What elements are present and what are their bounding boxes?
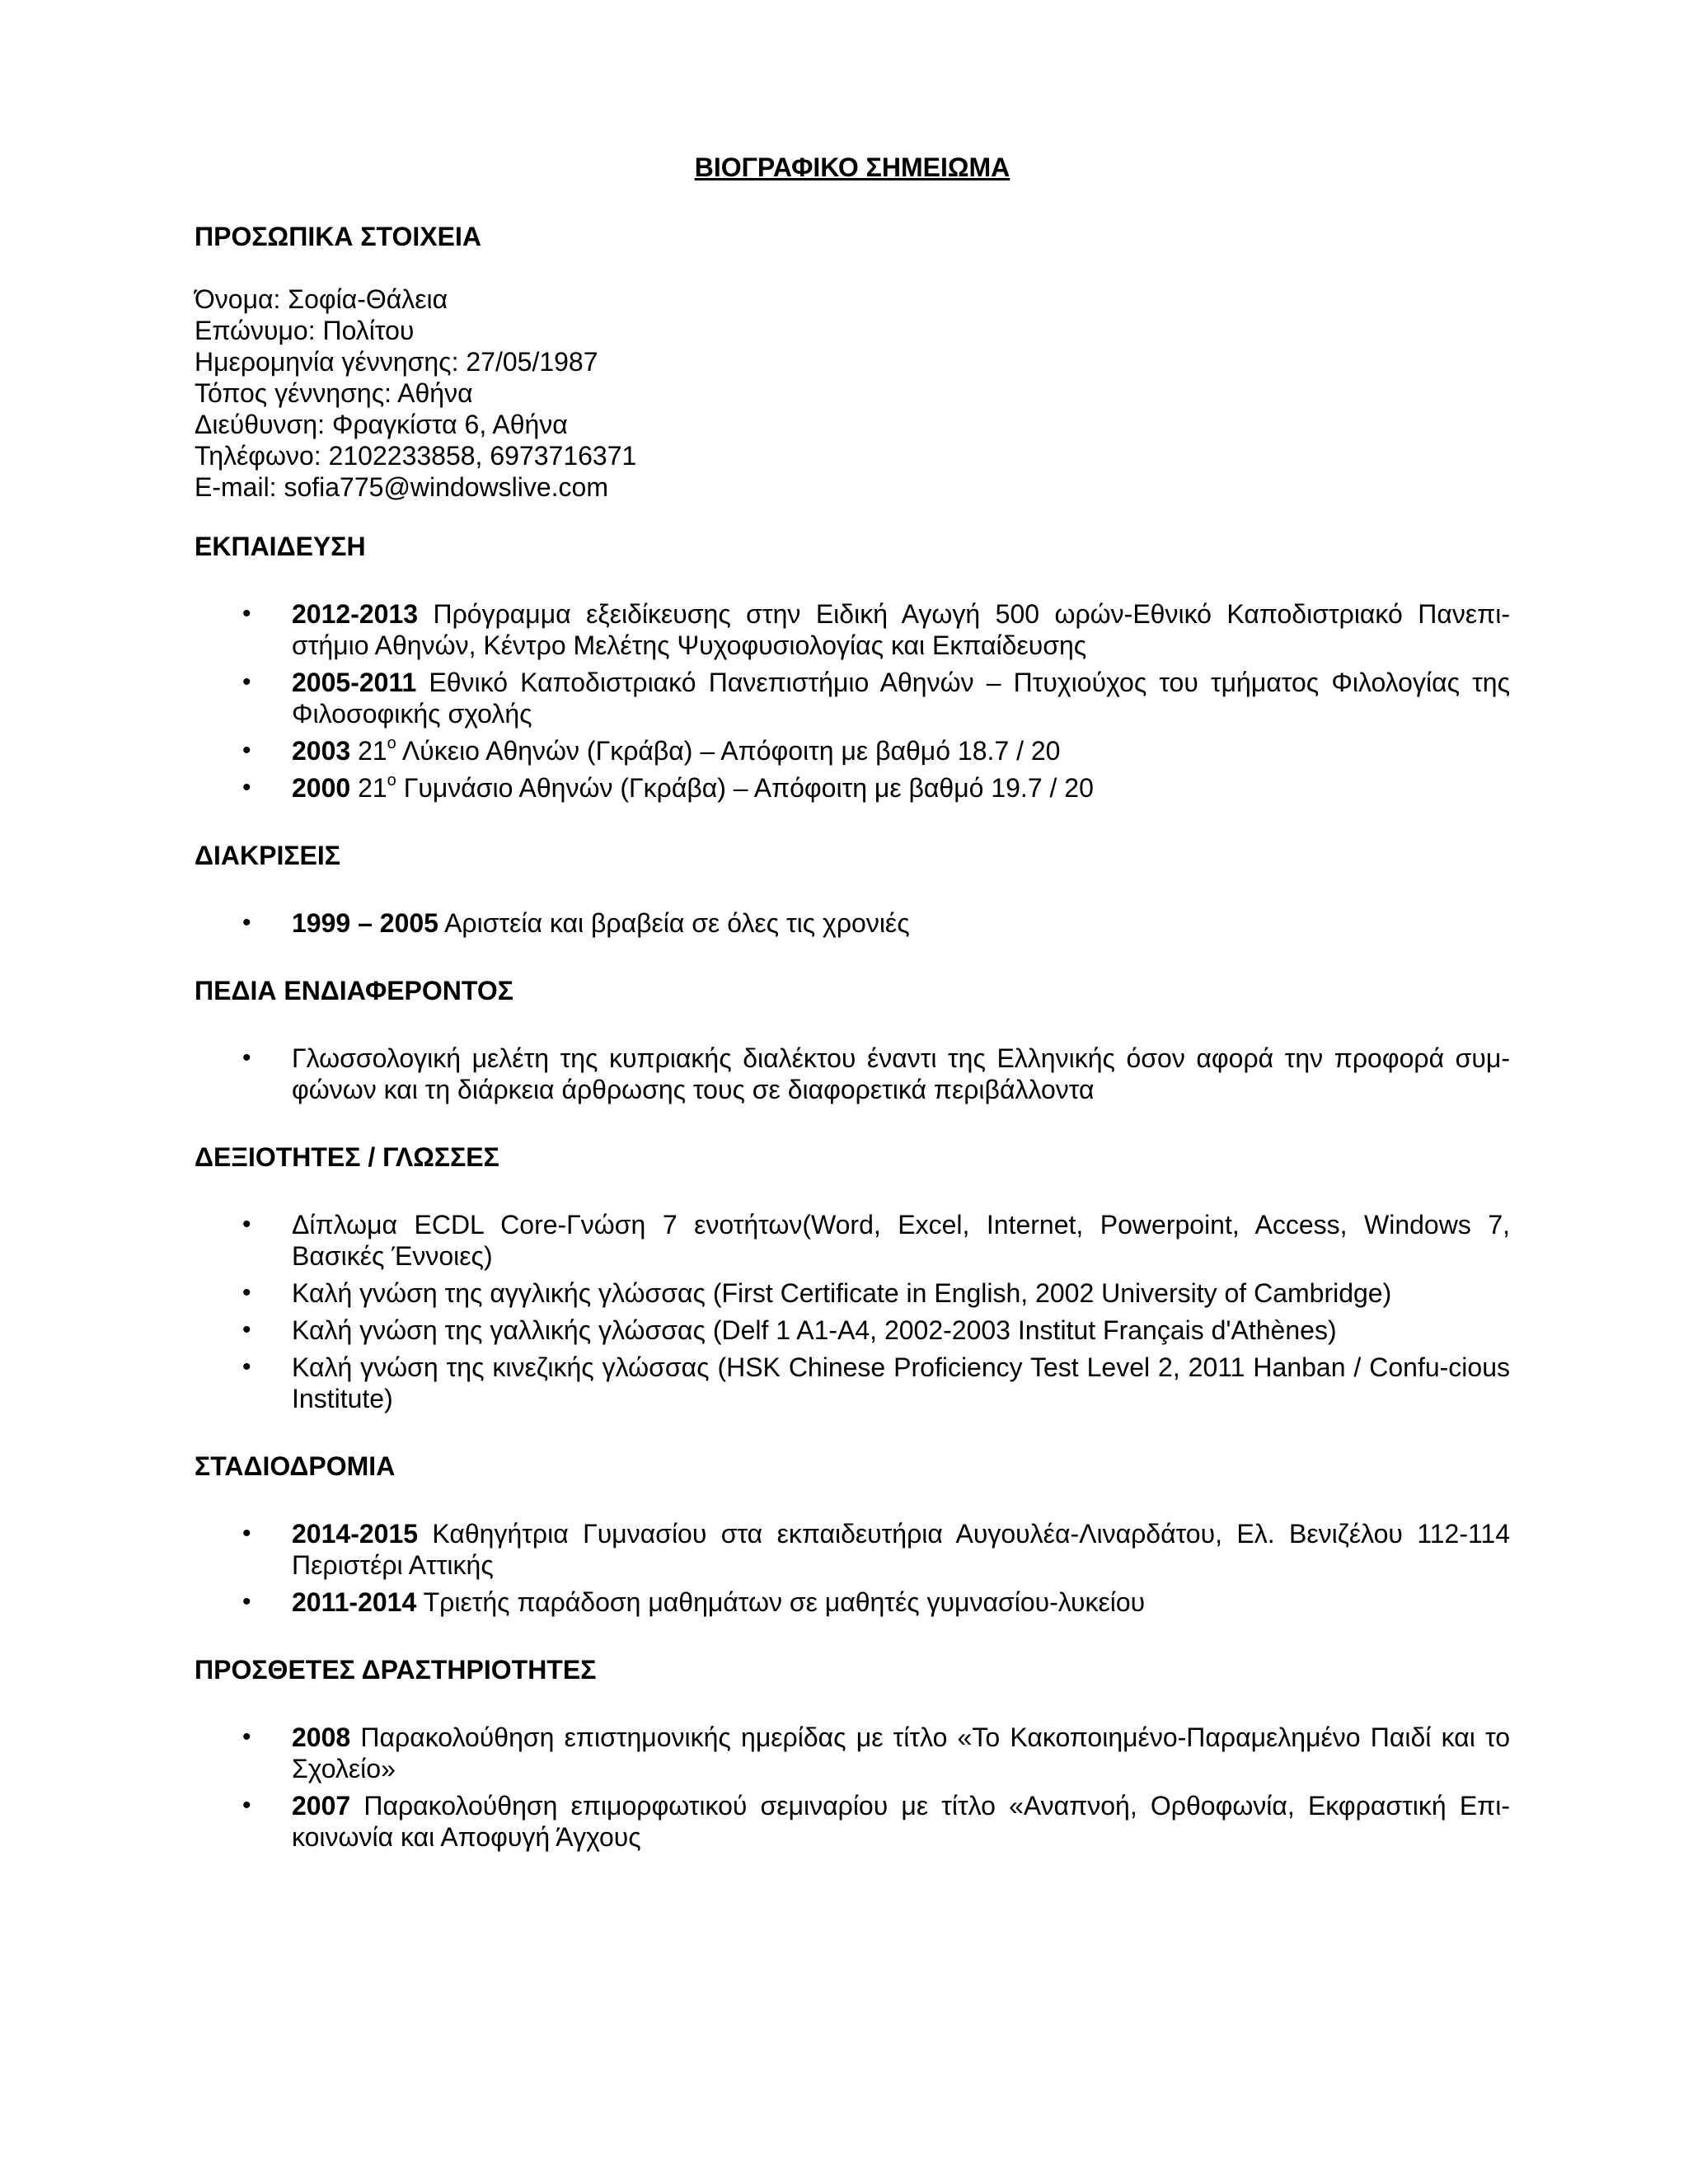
list-item bbox=[195, 1518, 1510, 1581]
personal-address: Διεύθυνση: Φραγκίστα 6, Αθήνα bbox=[195, 410, 568, 439]
item-text: Τριετής παράδοση μαθημάτων σε μαθητές γυμνασίου-λυκείου bbox=[416, 1587, 1146, 1617]
cv-page bbox=[195, 152, 1510, 1889]
section-heading-career: ΣΤΑΔΙΟΔΡΟΜΙΑ bbox=[195, 1451, 396, 1481]
personal-phone: Τηλέφωνο: 2102233858, 6973716371 bbox=[195, 441, 637, 471]
bullet-icon: • bbox=[242, 1723, 251, 1750]
item-text: Αριστεία και βραβεία σε όλες τις χρονιές bbox=[438, 908, 910, 938]
section-heading-personal: ΠΡΟΣΩΠΙΚΑ ΣΤΟΙΧΕΙΑ bbox=[195, 222, 481, 251]
personal-name: Όνομα: Σοφία-Θάλεια bbox=[195, 284, 448, 314]
distinctions-list bbox=[195, 907, 1510, 939]
item-text: Εθνικό Καποδιστριακό Πανεπιστήμιο Αθηνών – Πτυχιούχος του τμήματος Φιλολογίας της Φιλοσοφικής σχολής bbox=[292, 668, 1510, 729]
item-text: Καλή γνώση της κινεζικής γλώσσας (HSK Chinese Proficiency Test Level 2, 2011 Hanban / Confu-cious Institute) bbox=[292, 1352, 1510, 1413]
document-title: ΒΙΟΓΡΑΦΙΚΟ ΣΗΜΕΙΩΜΑ bbox=[694, 152, 1010, 182]
item-text: Γλωσσολογική μελέτη της κυπριακής διαλέκτου έναντι της Ελληνικής όσον αφορά την προφορά συμ-φώνων και τη διάρκεια άρθρωσης τους σε διαφορετικά περιβάλλοντα bbox=[292, 1043, 1510, 1104]
list-item bbox=[195, 1209, 1510, 1272]
bullet-icon: • bbox=[242, 1520, 251, 1547]
career-list bbox=[195, 1518, 1510, 1618]
item-year: 2003 bbox=[292, 736, 351, 766]
skills-list bbox=[195, 1209, 1510, 1414]
bullet-icon: • bbox=[242, 1211, 251, 1238]
education-list bbox=[195, 598, 1510, 804]
personal-birthplace: Τόπος γέννησης: Αθήνα bbox=[195, 378, 473, 408]
list-item bbox=[195, 907, 1510, 939]
item-year: 2014-2015 bbox=[292, 1519, 419, 1549]
bullet-icon: • bbox=[242, 1316, 251, 1343]
list-item bbox=[195, 1043, 1510, 1105]
item-text: Καθηγήτρια Γυμνασίου στα εκπαιδευτήρια Αυγουλέα-Λιναρδάτου, Ελ. Βενιζέλου 112-114 Περιστέρι Αττικής bbox=[292, 1519, 1510, 1580]
activities-list bbox=[195, 1722, 1510, 1853]
item-text: Παρακολούθηση επιστημονικής ημερίδας με τίτλο «Το Κακοποιημένο-Παραμελημένο Παιδί και το Σχολείο» bbox=[292, 1722, 1510, 1783]
personal-info-block bbox=[195, 284, 1510, 503]
item-year: 2005-2011 bbox=[292, 668, 417, 697]
list-item bbox=[195, 735, 1510, 766]
item-text: Γυμνάσιο Αθηνών (Γκράβα) – Απόφοιτη με βαθμό 19.7 / 20 bbox=[396, 773, 1094, 803]
item-year: 2012-2013 bbox=[292, 599, 419, 629]
bullet-icon: • bbox=[242, 1792, 251, 1819]
bullet-icon: • bbox=[242, 1353, 251, 1380]
section-heading-interests: ΠΕΔΙΑ ΕΝΔΙΑΦΕΡΟΝΤΟΣ bbox=[195, 976, 513, 1005]
personal-email: E-mail: sofia775@windowslive.com bbox=[195, 472, 608, 502]
list-item bbox=[195, 1352, 1510, 1414]
list-item bbox=[195, 1790, 1510, 1853]
section-heading-skills: ΔΕΞΙΟΤΗΤΕΣ / ΓΛΩΣΣΕΣ bbox=[195, 1142, 499, 1172]
bullet-icon: • bbox=[242, 737, 251, 764]
item-text: Λύκειο Αθηνών (Γκράβα) – Απόφοιτη με βαθμό 18.7 / 20 bbox=[396, 736, 1061, 766]
ordinal-suffix: ο bbox=[387, 771, 396, 790]
item-year: 2008 bbox=[292, 1722, 351, 1752]
bullet-icon: • bbox=[242, 600, 251, 627]
list-item bbox=[195, 598, 1510, 661]
bullet-icon: • bbox=[242, 774, 251, 801]
section-heading-activities: ΠΡΟΣΘΕΤΕΣ ΔΡΑΣΤΗΡΙΟΤΗΤΕΣ bbox=[195, 1655, 597, 1685]
item-ordinal: 21 bbox=[350, 773, 387, 803]
list-item bbox=[195, 1722, 1510, 1784]
list-item bbox=[195, 1315, 1510, 1346]
item-text: Πρόγραμμα εξειδίκευσης στην Ειδική Αγωγή 500 ωρών-Εθνικό Καποδιστριακό Πανεπι-στήμιο Αθηνών, Κέντρο Μελέτης Ψυχοφυσιολογίας και Εκπαίδευσης bbox=[292, 599, 1510, 660]
item-year: 2011-2014 bbox=[292, 1587, 417, 1617]
item-text: Καλή γνώση της αγγλικής γλώσσας (First Certificate in English, 2002 University of Cambridge) bbox=[292, 1278, 1392, 1308]
item-year: 1999 – 2005 bbox=[292, 908, 438, 938]
list-item bbox=[195, 772, 1510, 804]
item-text: Καλή γνώση της γαλλικής γλώσσας (Delf 1 A1-A4, 2002-2003 Institut Français d'Athènes) bbox=[292, 1315, 1337, 1345]
personal-birthdate: Ημερομηνία γέννησης: 27/05/1987 bbox=[195, 347, 598, 377]
item-text: Δίπλωμα ECDL Core-Γνώση 7 ενοτήτων(Word, Excel, Internet, Powerpoint, Access, Windows 7, Βασικές Έννοιες) bbox=[292, 1210, 1510, 1271]
item-ordinal: 21 bbox=[350, 736, 387, 766]
item-year: 2000 bbox=[292, 773, 351, 803]
ordinal-suffix: ο bbox=[387, 734, 396, 753]
personal-surname: Επώνυμο: Πολίτου bbox=[195, 316, 415, 345]
bullet-icon: • bbox=[242, 1279, 251, 1306]
list-item bbox=[195, 1586, 1510, 1618]
list-item bbox=[195, 1277, 1510, 1309]
bullet-icon: • bbox=[242, 909, 251, 936]
section-heading-education: ΕΚΠΑΙΔΕΥΣΗ bbox=[195, 532, 366, 561]
item-year: 2007 bbox=[292, 1791, 351, 1821]
section-heading-distinctions: ΔΙΑΚΡΙΣΕΙΣ bbox=[195, 841, 340, 870]
item-text: Παρακολούθηση επιμορφωτικού σεμιναρίου με τίτλο «Αναπνοή, Ορθοφωνία, Εκφραστική Επι-κοινωνία και Αποφυγή Άγχους bbox=[292, 1791, 1510, 1852]
list-item bbox=[195, 667, 1510, 729]
bullet-icon: • bbox=[242, 1588, 251, 1615]
bullet-icon: • bbox=[242, 1044, 251, 1071]
interests-list bbox=[195, 1043, 1510, 1105]
bullet-icon: • bbox=[242, 668, 251, 696]
